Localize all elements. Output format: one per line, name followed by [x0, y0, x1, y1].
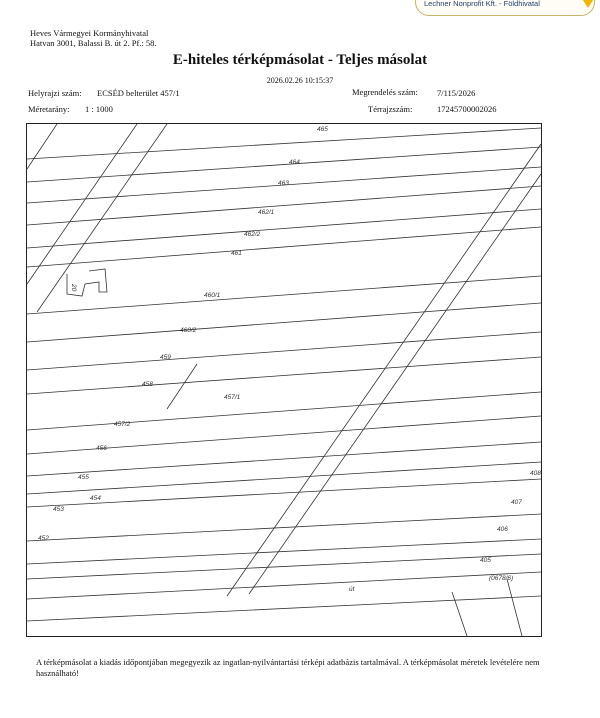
label-462-2: 462/2 [244, 231, 261, 238]
label-458: 458 [142, 381, 153, 388]
label-462-1: 462/1 [258, 209, 275, 216]
parcel-lines [27, 124, 541, 636]
scale-value: 1 : 1000 [85, 104, 113, 114]
logo-banner [415, 0, 595, 16]
page-title: E-hiteles térképmásolat - Teljes másolat [172, 52, 428, 68]
order-label: Megrendelés szám: [352, 87, 418, 97]
mapnum-label: Térrajzszám: [368, 104, 413, 114]
label-457-2: 457/2 [114, 421, 131, 428]
map-svg [27, 124, 541, 636]
label-house-number: 20 [70, 284, 77, 292]
label-408: 408 [530, 470, 541, 477]
cadastral-map[interactable] [26, 123, 542, 637]
label-405: 405 [480, 557, 491, 564]
order-value: 7/115/2026 [437, 88, 476, 98]
label-463: 463 [278, 180, 289, 187]
issue-timestamp: 2026.02.26 10:15:37 [266, 76, 334, 85]
label-453: 453 [53, 506, 64, 513]
label-464: 464 [289, 159, 300, 166]
label-461: 461 [231, 250, 242, 257]
label-459: 459 [160, 354, 171, 361]
logo-text: Lechner Nonprofit Kft. - Földhivatal [424, 0, 540, 8]
label-407: 407 [511, 499, 522, 506]
label-465: 465 [317, 126, 328, 133]
office-name: Heves Vármegyei Kormányhivatal [30, 28, 149, 38]
label-460-2: 460/2 [180, 327, 197, 334]
label-road: út [349, 586, 355, 593]
office-address: Hatvan 3001, Balassi B. út 2. Pf.: 58. [30, 38, 157, 48]
logo-mark-icon [581, 0, 595, 8]
parcel-label: Helyrajzi szám: [28, 88, 82, 98]
label-406: 406 [497, 526, 508, 533]
label-456: 456 [96, 445, 107, 452]
parcel-value: ECSÉD belterület 457/1 [97, 88, 180, 98]
label-0678-6: (0678/6) [489, 575, 514, 582]
parcel-labels [38, 126, 541, 593]
mapnum-value: 17245700002026 [437, 104, 497, 114]
label-460-1: 460/1 [204, 292, 221, 299]
label-457-1: 457/1 [224, 394, 241, 401]
label-452: 452 [38, 535, 49, 542]
disclaimer: A térképmásolat a kiadás időpontjában megegyezik az ingatlan-nyilvántartási térképi adatbázis tartalmával. A térképmásolat méretek levételére nem használható! [36, 657, 540, 678]
label-455: 455 [78, 474, 89, 481]
label-454: 454 [90, 495, 101, 502]
scale-label: Méretarány: [28, 104, 70, 114]
